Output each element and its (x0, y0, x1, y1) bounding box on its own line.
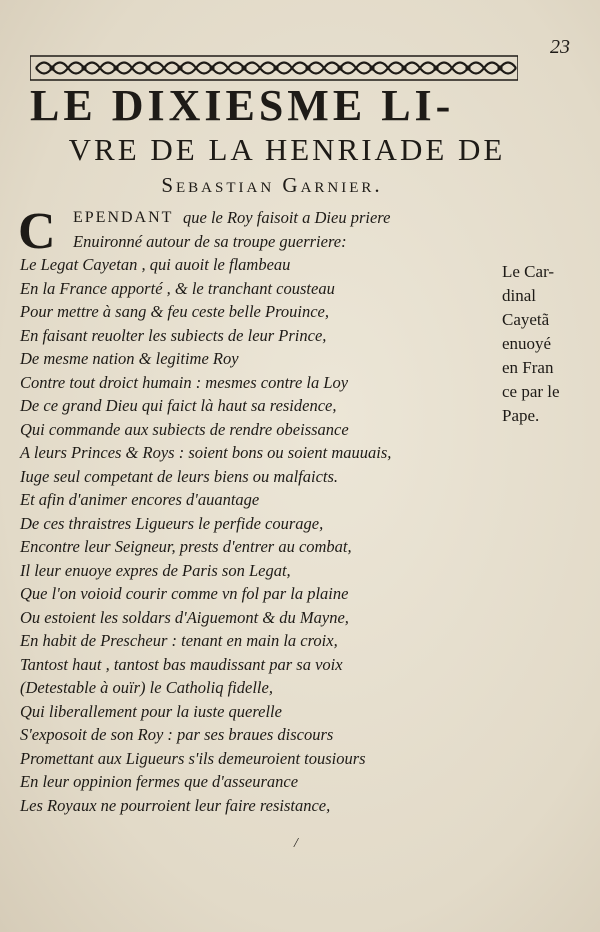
marginal-note-line: ce par le (502, 382, 560, 401)
marginal-note-line: en Fran (502, 358, 554, 377)
verse-line: S'exposoit de son Roy : par ses braues discours (20, 725, 334, 744)
verse-line: Pour mettre à sang & feu ceste belle Prouince, (20, 302, 329, 321)
verse-line: Tantost haut , tantost bas maudissant par sa voix (20, 655, 343, 674)
verse-line: En leur oppinion fermes que d'asseurance (20, 772, 299, 791)
marginal-note (502, 260, 592, 428)
verse-line: Les Royaux ne pourroient leur faire resistance, (20, 796, 331, 815)
headpiece-ornament-icon (30, 53, 518, 83)
verse-line: Encontre leur Seigneur, prests d'entrer au combat, (20, 537, 352, 556)
verse-line: Le Legat Cayetan , qui auoit le flambeau (20, 255, 291, 274)
verse-line: Iuge seul competant de leurs biens ou malfaicts. (20, 467, 339, 486)
verse-line: De ce grand Dieu qui faict là haut sa residence, (20, 396, 337, 415)
marginal-note-line: Le Car- (502, 262, 555, 281)
marginal-note-line: dinal (502, 286, 536, 305)
verse-line: Enuironné autour de sa troupe guerriere: (73, 232, 347, 251)
verse-line: Qui liberallement pour la iuste querelle (20, 702, 282, 721)
marginal-note-line: Cayetã (502, 310, 550, 329)
verse-line: Et afin d'animer encores d'auantage (20, 490, 260, 509)
marginal-note-line: enuoyé (502, 334, 552, 353)
verse-line: que le Roy faisoit a Dieu priere (183, 208, 391, 227)
title-line-2: VRE DE LA HENRIADE DE (68, 132, 506, 167)
verse-line: Que l'on voioid courir comme vn fol par la plaine (20, 584, 349, 603)
page-number: 23 (550, 36, 570, 58)
verse-line: Ou estoient les soldars d'Aiguemont & du Mayne, (20, 608, 349, 627)
verse-line: De mesme nation & legitime Roy (20, 349, 239, 368)
title-line-3: Sebastian Garnier. (161, 173, 383, 197)
marginal-note-line: Pape. (502, 406, 540, 425)
chapter-title (22, 81, 572, 197)
verse-line: Il leur enuoye expres de Paris son Legat, (20, 561, 291, 580)
verse-line: En habit de Prescheur : tenant en main la croix, (20, 631, 338, 650)
drop-cap: C (18, 203, 56, 260)
footer-mark: / (294, 836, 298, 851)
opening-word: EPENDANT (73, 209, 174, 226)
verse-line: (Detestable à ouïr) le Catholiq fidelle, (20, 678, 273, 697)
verse-line: A leurs Princes & Roys : soient bons ou soient mauuais, (20, 443, 392, 462)
verse-line: Contre tout droict humain : mesmes contre la Loy (20, 373, 349, 392)
verse-line: Qui commande aux subiects de rendre obeissance (20, 420, 349, 439)
verse-line: De ces thraistres Ligueurs le perfide courage, (20, 514, 324, 533)
title-line-1: LE DIXIESME LI- (30, 81, 455, 130)
verse-line: En la France apporté , & le tranchant cousteau (20, 279, 335, 298)
verse-line: Promettant aux Ligueurs s'ils demeuroient tousiours (20, 749, 366, 768)
verse-line: En faisant reuolter les subiects de leur Prince, (20, 326, 327, 345)
